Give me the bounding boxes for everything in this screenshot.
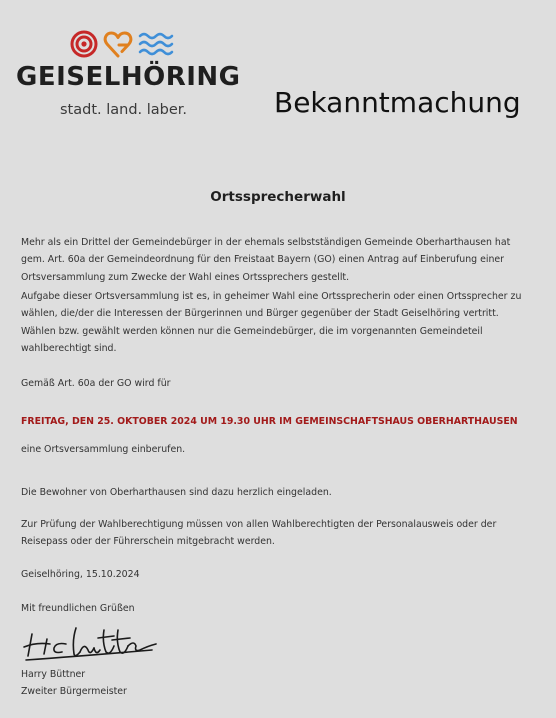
invitation-text: Die Bewohner von Oberharthausen sind dazu herzlich eingeladen. — [21, 487, 332, 498]
text-line: Mehr als ein Drittel der Gemeindebürger in der ehemals selbstständigen Gemeinde Oberharthausen hat — [21, 237, 511, 248]
text-line: wahlberechtigt sind. — [21, 343, 117, 355]
closing-greeting: Mit freundlichen Grüßen — [21, 603, 135, 614]
text-line: Reisepass oder der Führerschein mitgebracht werden. — [21, 536, 275, 548]
signer-block — [21, 666, 541, 701]
text-line: Wählen bzw. gewählt werden können nur die Gemeindebürger, die im vorgenannten Gemeindeteil — [21, 325, 483, 337]
text-line: gem. Art. 60a der Gemeindeordnung für den Freistaat Bayern (GO) einen Antrag auf Einberufung einer — [21, 254, 505, 266]
legal-basis: Gemäß Art. 60a der GO wird für — [21, 378, 171, 389]
signer-title: Zweiter Bürgermeister — [21, 686, 127, 698]
logo-tagline: stadt. land. laber. — [60, 102, 188, 118]
id-requirement-paragraph — [21, 516, 541, 551]
waves-icon — [140, 34, 172, 54]
ring-icon — [72, 32, 96, 56]
heart-icon — [105, 33, 131, 56]
place-date: Geiselhöring, 15.10.2024 — [21, 569, 140, 580]
logo-symbols — [70, 29, 174, 61]
text-line: Aufgabe dieser Ortsversammlung ist es, in geheimer Wahl eine Ortssprecherin oder einen Ortssprecher zu — [21, 291, 522, 302]
logo-wordmark: GEISELHÖRING — [16, 62, 241, 92]
text-line: Zur Prüfung der Wahlberechtigung müssen von allen Wahlberechtigten der Personalausweis oder der — [21, 519, 497, 530]
intro-paragraph — [21, 234, 541, 286]
text-line: Ortsversammlung zum Zwecke der Wahl eines Ortssprechers gestellt. — [21, 271, 350, 283]
event-date-location: FREITAG, DEN 25. OKTOBER 2024 UM 19.30 UHR IM GEMEINSCHAFTSHAUS OBERHARTHAUSEN — [21, 416, 518, 427]
signature-image — [22, 620, 162, 664]
convened-text: eine Ortsversammlung einberufen. — [21, 444, 186, 455]
announcement-heading: Bekanntmachung — [274, 86, 521, 119]
task-paragraph — [21, 288, 541, 358]
text-line: wählen, die/der die Interessen der Bürgerinnen und Bürger gegenüber der Stadt Geiselhöring vertritt. — [21, 308, 499, 320]
document-title: Ortssprecherwahl — [210, 189, 346, 205]
signer-name: Harry Büttner — [21, 669, 86, 680]
